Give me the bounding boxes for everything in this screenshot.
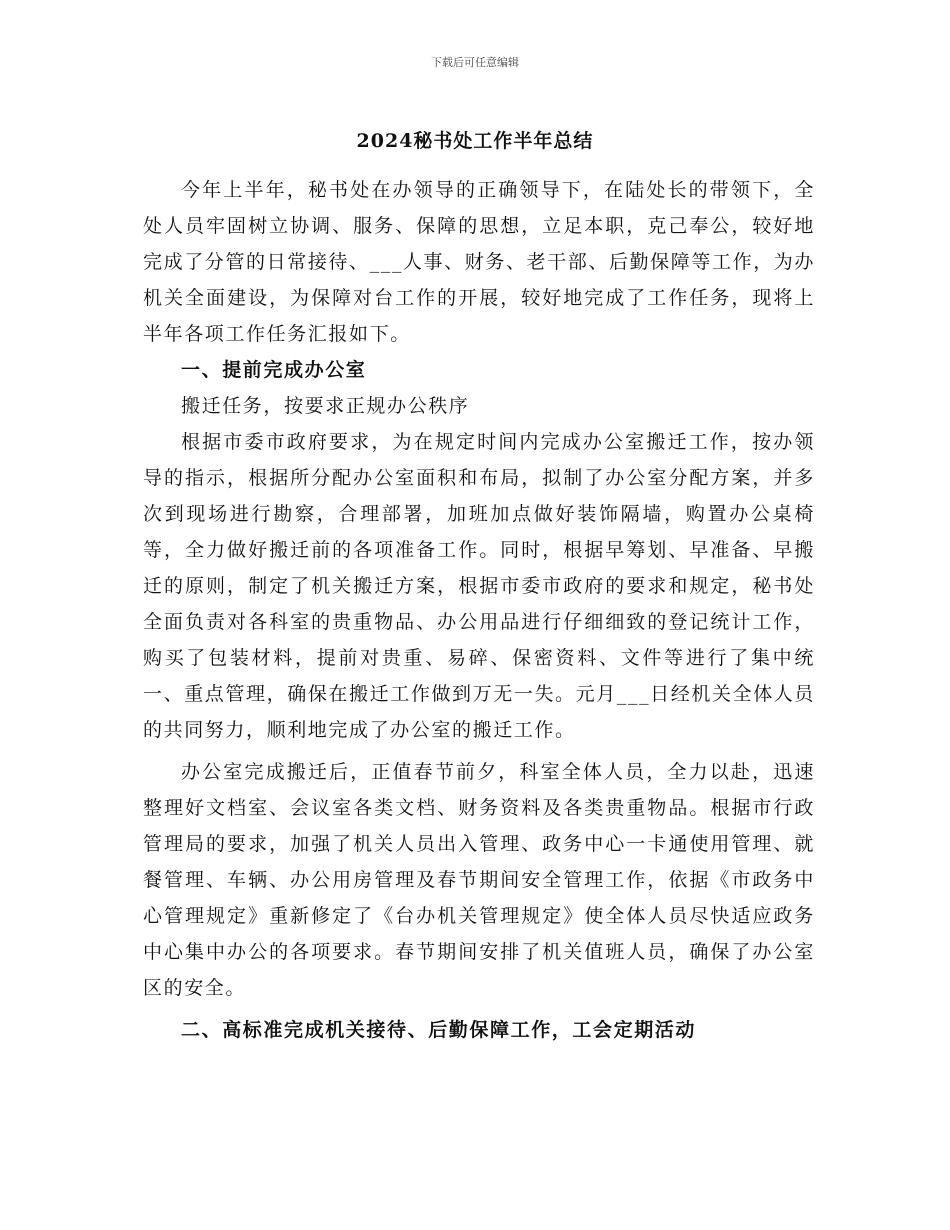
section-heading-2: 二、高标准完成机关接待、后勤保障工作，工会定期活动 — [181, 1019, 697, 1041]
document-body — [143, 172, 815, 1048]
document-title: 2024秘书处工作半年总结 — [356, 130, 594, 152]
body-paragraph-1: 根据市委市政府要求，为在规定时间内完成办公室搬迁工作，按办领导的指示，根据所分配办公室面积和布局，拟制了办公室分配方案，并多次到现场进行勘察，合理部署，加班加点做好装饰隔墙，购置办公桌椅等，全力做好搬迁前的各项准备工作。同时，根据早筹划、早准备、早搬迁的原则，制定了机关搬迁方案，根据市委市政府的要求和规定，秘书处全面负责对各科室的贵重物品、办公用品进行仔细细致的登记统计工作，购买了包装材料，提前对贵重、易碎、保密资料、文件等进行了集中统一、重点管理，确保在搬迁工作做到万无一失。元月___日经机关全体人员的共同努力，顺利地完成了办公室的搬迁工作。 — [143, 431, 815, 741]
body-paragraph-2: 办公室完成搬迁后，正值春节前夕，科室全体人员，全力以赴，迅速整理好文档室、会议室各类文档、财务资料及各类贵重物品。根据市行政管理局的要求，加强了机关人员出入管理、政务中心一卡通使用管理、就餐管理、车辆、办公用房管理及春节期间安全管理工作，依据《市政务中心管理规定》重新修定了《台办机关管理规定》使全体人员尽快适应政务中心集中办公的各项要求。春节期间安排了机关值班人员，确保了办公室区的安全。 — [143, 761, 815, 999]
header-note: 下载后可任意编辑 — [431, 56, 519, 69]
intro-paragraph: 今年上半年，秘书处在办领导的正确领导下，在陆处长的带领下，全处人员牢固树立协调、服务、保障的思想，立足本职，克己奉公，较好地完成了分管的日常接待、___人事、财务、老干部、后勤保障等工作，为办机关全面建设，为保障对台工作的开展，较好地完成了工作任务，现将上半年各项工作任务汇报如下。 — [143, 179, 815, 345]
section-subtitle-1: 搬迁任务，按要求正规办公秩序 — [181, 395, 470, 417]
section-heading-1: 一、提前完成办公室 — [181, 359, 367, 381]
